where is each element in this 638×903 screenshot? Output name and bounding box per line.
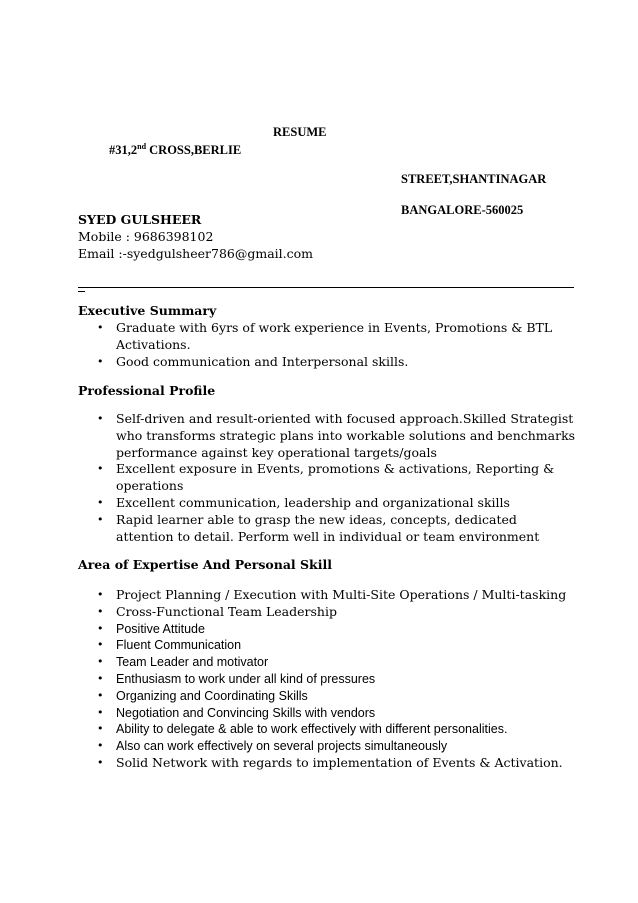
bullet-icon: •	[97, 354, 104, 368]
address-line-3: BANGALORE-560025	[401, 203, 524, 217]
professional-profile-heading: Professional Profile	[78, 383, 216, 398]
list-item: • Project Planning / Execution with Multi-Site Operations / Multi-tasking	[97, 587, 567, 602]
expertise-list	[78, 587, 598, 772]
bullet-icon: •	[97, 462, 104, 476]
bullet-icon: •	[97, 412, 104, 425]
list-item: • Ability to delegate & able to work effectively with different personalities.	[97, 722, 508, 737]
bullet-icon: •	[97, 638, 104, 652]
list-item: • Also can work effectively on several projects simultaneously	[97, 739, 448, 754]
bullet-icon: •	[97, 671, 104, 685]
candidate-name: SYED GULSHEER	[78, 212, 202, 227]
bullet-icon: •	[97, 655, 104, 669]
address-line-2: STREET,SHANTINAGAR	[401, 172, 547, 186]
bullet-icon: •	[97, 512, 104, 526]
bullet-icon: •	[97, 621, 104, 635]
email-address: Email :-syedgulsheer786@gmail.com	[78, 246, 314, 261]
bullet-icon: •	[97, 688, 104, 702]
list-item: • Rapid learner able to grasp the new ideas, concepts, dedicated attention to detail. Perform well in individual or team environment	[97, 511, 540, 544]
list-item: • Excellent exposure in Events, promotions & activations, Reporting & operations	[97, 461, 555, 494]
professional-profile-list	[78, 411, 578, 545]
list-item: • Organizing and Coordinating Skills	[97, 688, 308, 703]
list-item: • Fluent Communication	[97, 638, 242, 653]
list-item: • Solid Network with regards to implementation of Events & Activation.	[97, 754, 563, 770]
executive-summary-list	[78, 320, 558, 370]
list-item: • Good communication and Interpersonal skills.	[97, 353, 409, 369]
expertise-heading: Area of Expertise And Personal Skill	[78, 557, 332, 572]
list-item: • Graduate with 6yrs of work experience in Events, Promotions & BTL Activations.	[97, 320, 553, 352]
bullet-icon: •	[97, 739, 104, 753]
list-item: • Negotiation and Convincing Skills with vendors	[97, 705, 376, 720]
list-item: • Excellent communication, leadership and organizational skills	[97, 494, 510, 510]
resume-title: RESUME	[273, 125, 327, 139]
list-item: • Positive Attitude	[97, 621, 205, 636]
divider-tail	[78, 291, 85, 292]
list-item: • Team Leader and motivator	[97, 655, 269, 670]
bullet-icon: •	[97, 755, 104, 769]
bullet-icon: •	[97, 705, 104, 719]
horizontal-divider	[78, 287, 574, 288]
bullet-icon: •	[97, 604, 104, 618]
mobile-number: Mobile : 9686398102	[78, 229, 214, 244]
list-item: • Enthusiasm to work under all kind of pressures	[97, 671, 376, 686]
bullet-icon: •	[97, 722, 104, 736]
list-item: • Cross-Functional Team Leadership	[97, 603, 337, 619]
bullet-icon: •	[97, 588, 104, 601]
bullet-icon: •	[97, 495, 104, 509]
bullet-icon: •	[97, 321, 104, 334]
executive-summary-heading: Executive Summary	[78, 303, 217, 318]
list-item: • Self-driven and result-oriented with focused approach.Skilled Strategist who transforms strategic plans into workable solutions and benchmarks performance against key operational targets/goals	[97, 411, 576, 460]
address-line-1: #31,2nd CROSS,BERLIE	[109, 142, 242, 158]
